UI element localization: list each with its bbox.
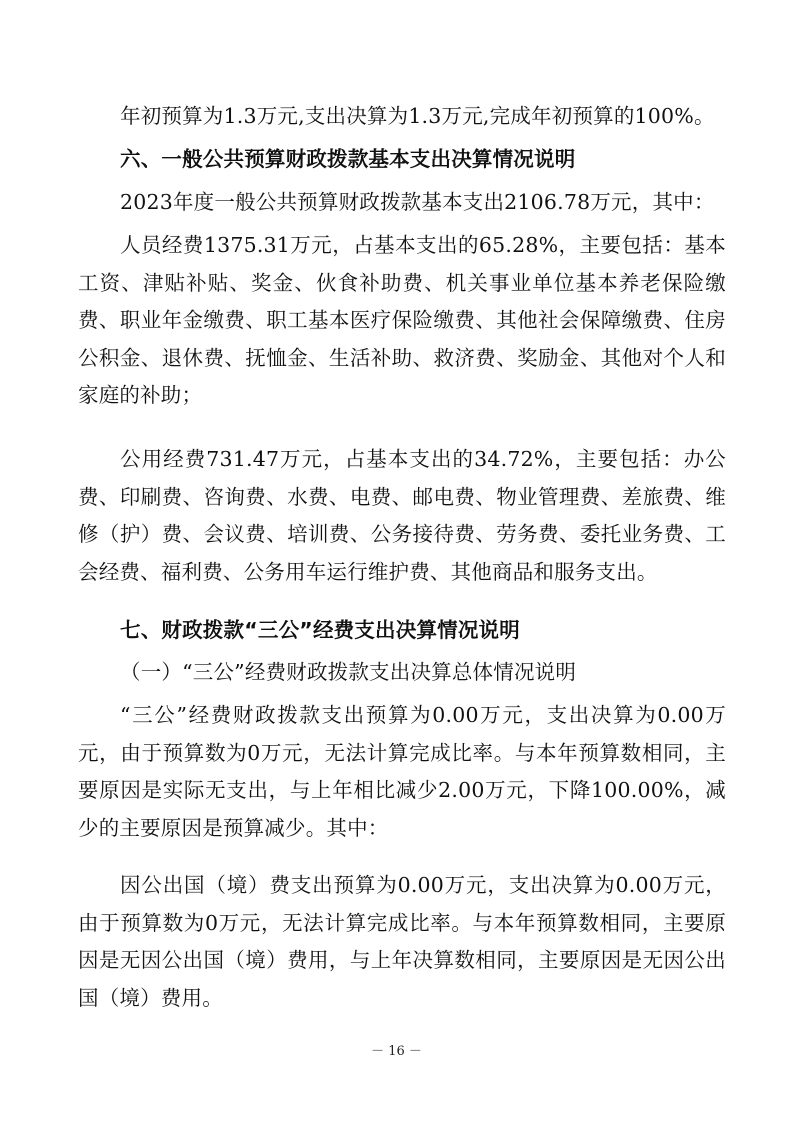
page-number: － 16 － — [371, 1044, 422, 1059]
paragraph-budget-completion: 年初预算为1.3万元,支出决算为1.3万元,完成年初预算的100%。 — [120, 104, 715, 128]
paragraph-public-expenses: 公用经费731.47万元，占基本支出的34.72%，主要包括：办公费、印刷费、咨询费、水费、电费、邮电费、物业管理费、差旅费、维修（护）费、会议费、培训费、公务接待费、劳务费、委托业务费、工会经费、福利费、公务用车运行维护费、其他商品和服务支出。 — [78, 447, 726, 584]
paragraph-three-public-summary: “三公”经费财政拨款支出预算为0.00万元，支出决算为0.00万元，由于预算数为0万元，无法计算完成比率。与本年预算数相同，主要原因是实际无支出，与上年相比减少2.00万元，下降100.00%，减少的主要原因是预算减少。其中： — [78, 703, 726, 840]
subsection-heading-overall: （一）“三公”经费财政拨款支出决算总体情况说明 — [120, 660, 577, 684]
paragraph-basic-expenditure-total: 2023年度一般公共预算财政拨款基本支出2106.78万元，其中： — [120, 190, 715, 214]
section-heading-basic-expenditure: 六、一般公共预算财政拨款基本支出决算情况说明 — [120, 147, 576, 171]
section-heading-three-public: 七、财政拨款“三公”经费支出决算情况说明 — [120, 618, 520, 642]
paragraph-overseas-travel: 因公出国（境）费支出预算为0.00万元，支出决算为0.00万元，由于预算数为0万元，无法计算完成比率。与本年预算数相同，主要原因是无因公出国（境）费用，与上年决算数相同，主要原因是无因公出国（境）费用。 — [78, 873, 726, 1010]
paragraph-personnel-expenses: 人员经费1375.31万元，占基本支出的65.28%，主要包括：基本工资、津贴补贴、奖金、伙食补助费、机关事业单位基本养老保险缴费、职业年金缴费、职工基本医疗保险缴费、其他社会保障缴费、住房公积金、退休费、抚恤金、生活补助、救济费、奖励金、其他对个人和家庭的补助； — [78, 233, 726, 407]
